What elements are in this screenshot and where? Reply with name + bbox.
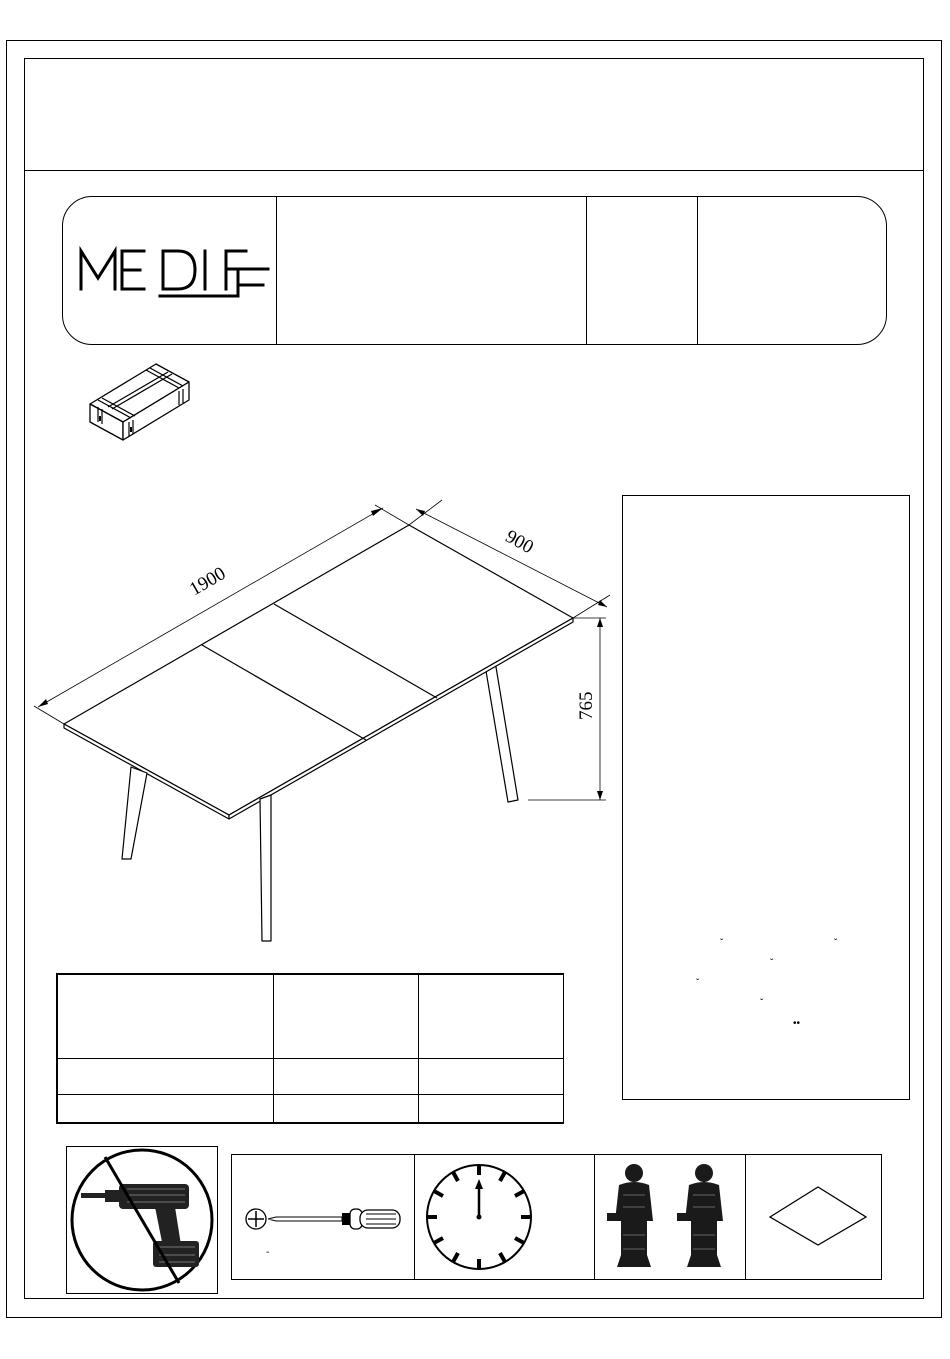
- height-dimension-label: 765: [576, 691, 597, 720]
- length-dimension-label: 1900: [186, 563, 230, 601]
- notes-panel: [622, 495, 910, 1100]
- note-mark: ˇ: [696, 978, 700, 989]
- spec-cell: [58, 1059, 274, 1095]
- package-box-icon: [88, 360, 193, 442]
- spec-cell: [419, 1059, 564, 1095]
- spec-cell: [419, 975, 564, 1059]
- clock-icon: [415, 1155, 595, 1279]
- spec-cell: [274, 1059, 419, 1095]
- title-block-divider: [276, 196, 277, 345]
- spec-cell: [419, 1095, 564, 1123]
- floor-protection-icon: [746, 1155, 881, 1279]
- spec-cell: [58, 975, 274, 1059]
- spec-cell: [58, 1095, 274, 1123]
- no-power-drill-panel: [66, 1146, 218, 1294]
- spec-cell: [274, 975, 419, 1059]
- brand-logo: [78, 240, 273, 300]
- title-block-divider: [697, 196, 698, 345]
- note-mark: ˇ: [760, 998, 764, 1009]
- note-mark: ••: [793, 1018, 801, 1029]
- no-power-drill-icon: [67, 1147, 217, 1293]
- clock-cell: [415, 1155, 595, 1279]
- note-mark: ˇ: [720, 938, 724, 949]
- two-persons-cell: [595, 1155, 746, 1279]
- spec-cell: [274, 1095, 419, 1123]
- screwdriver-cell: [232, 1155, 415, 1279]
- note-mark: ˇ: [770, 958, 774, 969]
- floor-protection-cell: [746, 1155, 881, 1279]
- table-drawing: [30, 495, 620, 950]
- tool-mark: -: [266, 1247, 270, 1258]
- screwdriver-icon: [232, 1155, 415, 1279]
- note-mark: ˇ: [834, 938, 838, 949]
- header-divider: [24, 170, 924, 171]
- width-dimension-label: 900: [501, 526, 537, 559]
- assembly-icons-row: [231, 1154, 882, 1280]
- two-persons-icon: [595, 1155, 746, 1279]
- spec-table: [56, 973, 564, 1124]
- title-block-divider: [586, 196, 587, 345]
